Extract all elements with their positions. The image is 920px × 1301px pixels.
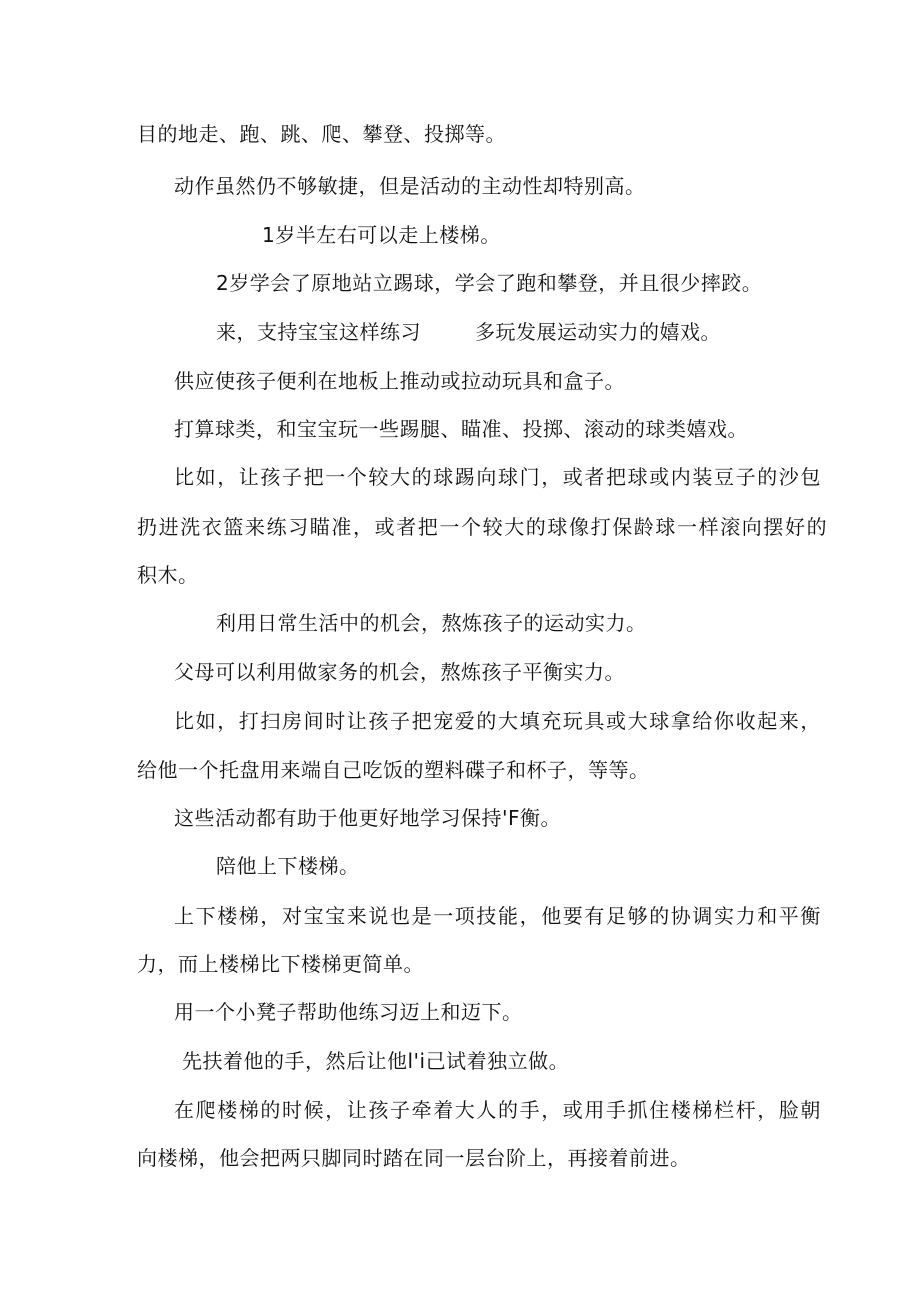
- text-line: 父母可以利用做家务的机会，熬炼孩子平衡实力。: [174, 660, 625, 684]
- text-line: 比如，让孩子把一个较大的球踢向球门，或者把球或内装豆子的沙包: [174, 465, 822, 489]
- text-line: 目的地走、跑、跳、爬、攀登、投掷等。: [137, 122, 506, 146]
- text-line: 打算球类，和宝宝玩一些踢腿、瞄准、投掷、滚动的球类嬉戏。: [174, 417, 748, 441]
- text-line: 动作虽然仍不够敏捷，但是活动的主动性却特别高。: [174, 174, 646, 198]
- text-line: 供应使孩子便利在地板上推动或拉动玩具和盒子。: [174, 369, 625, 393]
- text-line: 比如，打扫房间时让孩子把宠爱的大填充玩具或大球拿给你收起来，: [174, 709, 822, 733]
- text-line: 向楼梯，他会把两只脚同时踏在同一层台阶上，再接着前进。: [137, 1146, 691, 1170]
- text-line: 先扶着他的手，然后让他l'i己试着独立做。: [182, 1049, 570, 1073]
- text-line: 扔进洗衣篮来练习瞄准，或者把一个较大的球像打保龄球一样滚向摆好的: [137, 515, 829, 539]
- text-line: 积木。: [137, 563, 199, 587]
- text-line: 这些活动都有助于他更好地学习保持'F衡。: [174, 806, 562, 830]
- text-line: 用一个小凳子帮助他练习迈上和迈下。: [174, 1000, 523, 1024]
- text-line: 1岁半左右可以走上楼梯。: [262, 223, 501, 247]
- text-line: 陪他上下楼梯。: [216, 854, 360, 878]
- text-line: 力，而上楼梯比下楼梯更简单。: [137, 952, 424, 976]
- text-line: 上下楼梯，对宝宝来说也是一项技能，他要有足够的协调实力和平衡: [174, 904, 822, 928]
- text-fragment: 多玩发展运动实力的嬉戏。: [475, 320, 721, 344]
- text-line: 2岁学会了原地站立踢球，学会了跑和攀登，并且很少摔跤。: [216, 271, 763, 295]
- text-fragment: 来，支持宝宝这样练习: [216, 320, 421, 344]
- text-line: 给他一个托盘用来端自己吃饭的塑料碟子和杯子，等等。: [137, 758, 650, 782]
- text-line-split: [216, 319, 721, 345]
- text-line: 在爬楼梯的时候，让孩子牵着大人的手，或用手抓住楼梯栏杆，脸朝: [174, 1098, 822, 1122]
- text-line: 利用日常生活中的机会，熬炼孩子的运动实力。: [216, 611, 647, 635]
